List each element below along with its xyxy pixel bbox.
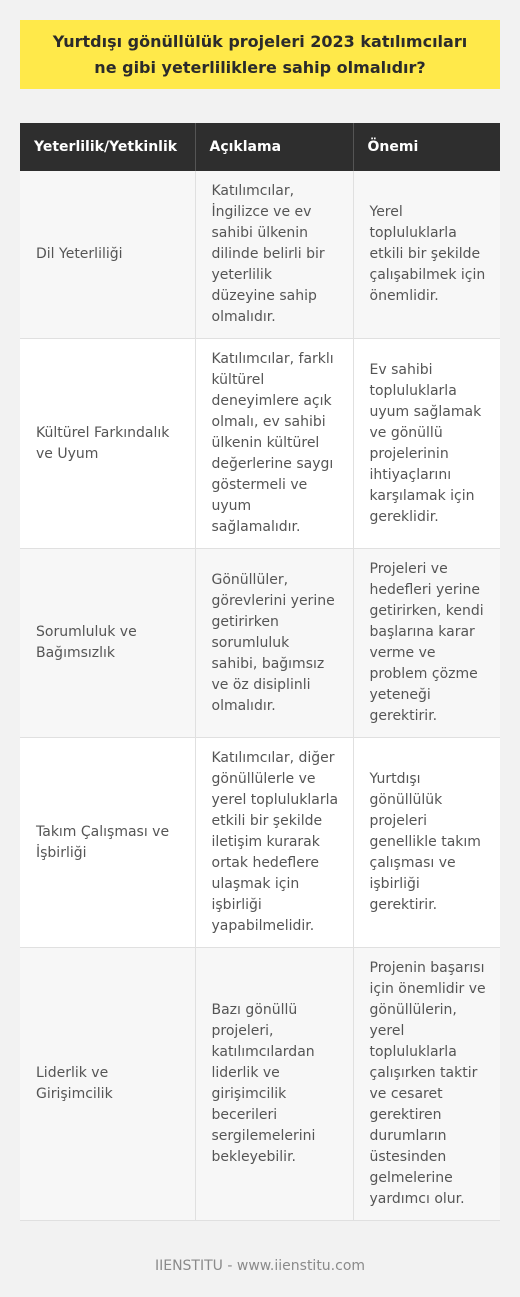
cell-importance: Ev sahibi topluluklarla uyum sağlamak ve gönüllü projelerinin ihtiyaçlarını karşılamak için gereklidir. (353, 339, 500, 549)
column-header-description: Açıklama (195, 123, 353, 171)
cell-description: Gönüllüler, görevlerini yerine getirirken sorumluluk sahibi, bağımsız ve öz disiplinli olmalıdır. (195, 549, 353, 738)
page-title: Yurtdışı gönüllülük projeleri 2023 katılımcıları ne gibi yeterliliklere sahip olmalıdır? (20, 20, 500, 89)
cell-competency: Liderlik ve Girişimcilik (20, 948, 195, 1221)
cell-competency: Sorumluluk ve Bağımsızlık (20, 549, 195, 738)
cell-competency: Kültürel Farkındalık ve Uyum (20, 339, 195, 549)
competency-table (20, 123, 500, 1221)
column-header-competency: Yeterlilik/Yetkinlik (20, 123, 195, 171)
column-header-importance: Önemi (353, 123, 500, 171)
table-row (20, 549, 500, 738)
cell-competency: Takım Çalışması ve İşbirliği (20, 738, 195, 948)
cell-importance: Yerel topluluklarla etkili bir şekilde çalışabilmek için önemlidir. (353, 171, 500, 339)
cell-description: Katılımcılar, diğer gönüllülerle ve yerel topluluklarla etkili bir şekilde iletişim kurarak ortak hedeflere ulaşmak için işbirliği yapabilmelidir. (195, 738, 353, 948)
cell-importance: Projeleri ve hedefleri yerine getirirken, kendi başlarına karar verme ve problem çözme yeteneği gerektirir. (353, 549, 500, 738)
table-row (20, 738, 500, 948)
cell-description: Katılımcılar, İngilizce ve ev sahibi ülkenin dilinde belirli bir yeterlilik düzeyine sahip olmalıdır. (195, 171, 353, 339)
footer-credit: IIENSTITU - www.iienstitu.com (154, 1258, 366, 1274)
table-header-row (20, 123, 500, 171)
cell-competency: Dil Yeterliliği (20, 171, 195, 339)
table-row (20, 339, 500, 549)
cell-importance: Yurtdışı gönüllülük projeleri genellikle takım çalışması ve işbirliği gerektirir. (353, 738, 500, 948)
table-row (20, 171, 500, 339)
cell-description: Katılımcılar, farklı kültürel deneyimlere açık olmalı, ev sahibi ülkenin kültürel değerlerine saygı göstermeli ve uyum sağlamalıdır. (195, 339, 353, 549)
cell-description: Bazı gönüllü projeleri, katılımcılardan liderlik ve girişimcilik becerileri sergilemelerini bekleyebilir. (195, 948, 353, 1221)
table-row (20, 948, 500, 1221)
cell-importance: Projenin başarısı için önemlidir ve gönüllülerin, yerel topluluklarla çalışırken taktir ve cesaret gerektiren durumların üstesinden gelmelerine yardımcı olur. (353, 948, 500, 1221)
